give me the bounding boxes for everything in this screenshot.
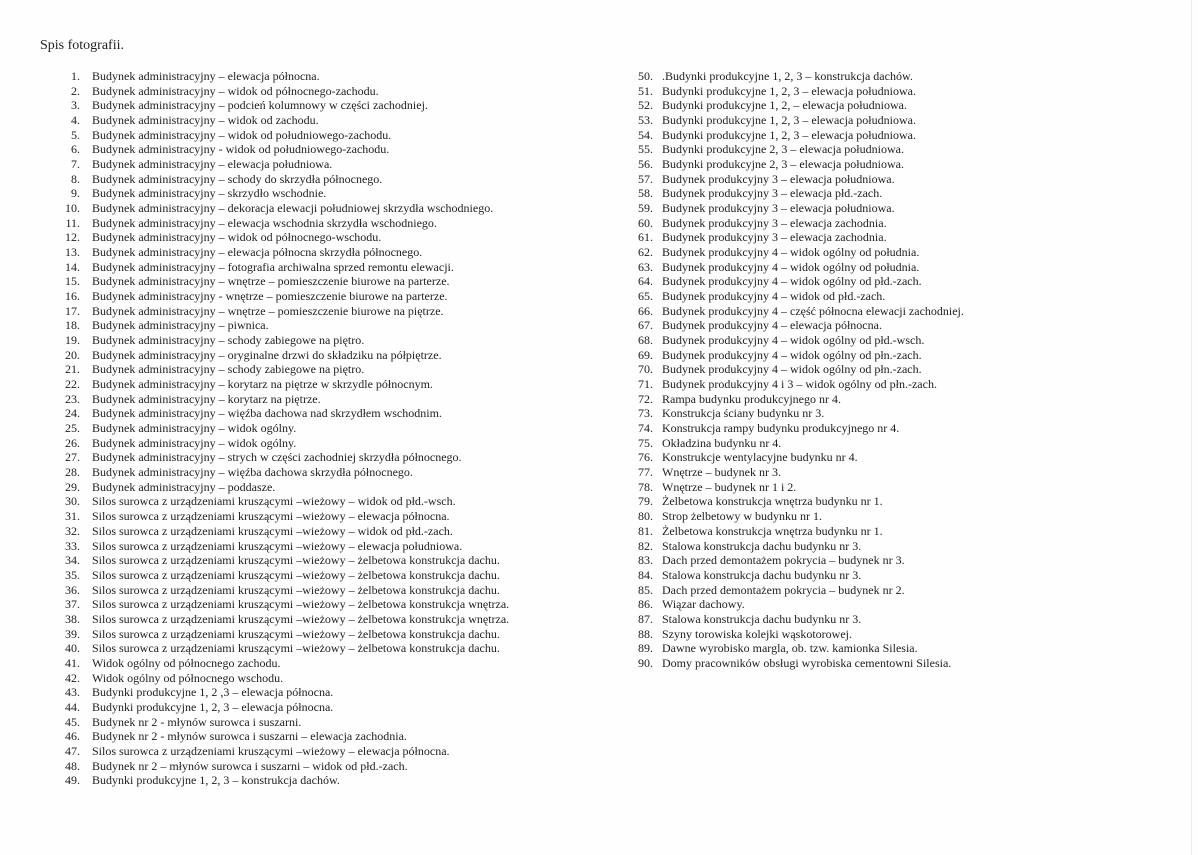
item-number: 62. — [638, 245, 653, 260]
item-caption: Budynki produkcyjne 1, 2, – elewacja południowa. — [662, 98, 907, 113]
item-number: 36. — [65, 582, 80, 597]
item-caption: Budynek administracyjny – strych w części zachodniej skrzydła północnego. — [92, 450, 462, 465]
item-caption: Budynek produkcyjny 4 i 3 – widok ogólny od płn.-zach. — [662, 377, 937, 392]
item-number: 66. — [638, 303, 653, 318]
item-number: 73. — [638, 406, 653, 421]
item-number: 68. — [638, 333, 653, 348]
item-caption: .Budynki produkcyjne 1, 2, 3 – konstrukcja dachów. — [662, 69, 913, 83]
item-caption: Budynek produkcyjny 4 – widok ogólny od płn.-zach. — [662, 347, 922, 362]
item-number: 85. — [638, 582, 653, 597]
item-caption: Budynek administracyjny - widok od południowego-zachodu. — [92, 142, 390, 157]
item-caption: Żelbetowa konstrukcja wnętrza budynku nr 1. — [662, 494, 883, 509]
item-number: 48. — [65, 758, 80, 773]
list-item — [0, 480, 1198, 495]
item-caption: Budynek administracyjny – wnętrze – pomieszczenie biurowe na piętrze. — [92, 303, 444, 318]
item-number: 53. — [638, 113, 653, 128]
item-caption: Stalowa konstrukcja dachu budynku nr 3. — [662, 611, 862, 626]
item-caption: Dawne wyrobisko margla, ob. tzw. kamionka Silesia. — [662, 641, 918, 656]
item-number: 52. — [638, 98, 653, 113]
item-caption: Budynki produkcyjne 1, 2, 3 – konstrukcja dachów. — [92, 773, 340, 788]
item-caption: Strop żelbetowy w budynku nr 1. — [662, 509, 822, 524]
item-caption: Silos surowca z urządzeniami kruszącymi –wieżowy – żelbetowa konstrukcja dachu. — [92, 641, 500, 656]
item-caption: Budynek administracyjny – podcień kolumnowy w części zachodniej. — [92, 98, 428, 113]
list-item — [0, 656, 1198, 671]
item-number: 32. — [65, 523, 80, 538]
item-caption: Budynki produkcyjne 1, 2, 3 – elewacja południowa. — [662, 113, 916, 128]
list-item — [0, 450, 1198, 465]
list-item — [0, 245, 1198, 260]
item-caption: Budynek produkcyjny 4 – widok od płd.-zach. — [662, 289, 886, 304]
list-item — [0, 436, 1198, 451]
item-caption: Budynek administracyjny – fotografia archiwalna sprzed remontu elewacji. — [92, 259, 454, 274]
list-item — [0, 612, 1198, 627]
item-caption: Stalowa konstrukcja dachu budynku nr 3. — [662, 538, 862, 553]
item-number: 13. — [65, 245, 80, 260]
item-number: 56. — [638, 157, 653, 172]
item-caption: Budynek administracyjny – korytarz na piętrze w skrzydle północnym. — [92, 377, 433, 392]
item-number: 4. — [71, 113, 80, 128]
item-caption: Budynki produkcyjne 1, 2, 3 – elewacja północna. — [92, 699, 334, 714]
item-number: 47. — [65, 743, 80, 758]
item-number: 89. — [638, 641, 653, 656]
item-caption: Budynek administracyjny – elewacja północna skrzydła północnego. — [92, 245, 423, 260]
item-caption: Okładzina budynku nr 4. — [662, 435, 782, 450]
item-number: 33. — [65, 538, 80, 553]
item-number: 57. — [638, 171, 653, 186]
list-item — [0, 230, 1198, 245]
item-caption: Budynek administracyjny – więźba dachowa nad skrzydłem wschodnim. — [92, 406, 442, 421]
item-caption: Budynek administracyjny – elewacja wschodnia skrzydła wschodniego. — [92, 215, 437, 230]
item-number: 72. — [638, 391, 653, 406]
item-number: 43. — [65, 685, 80, 700]
item-number: 20. — [65, 347, 80, 362]
item-number: 31. — [65, 509, 80, 524]
item-number: 23. — [65, 391, 80, 406]
list-item — [0, 773, 1198, 788]
list-item — [0, 201, 1198, 216]
item-number: 87. — [638, 611, 653, 626]
list-item — [0, 553, 1198, 568]
item-caption: Silos surowca z urządzeniami kruszącymi –wieżowy – żelbetowa konstrukcja dachu. — [92, 553, 500, 568]
item-number: 71. — [638, 377, 653, 392]
item-caption: Konstrukcja rampy budynku produkcyjnego nr 4. — [662, 421, 900, 436]
item-number: 6. — [71, 142, 80, 157]
list-item — [0, 289, 1198, 304]
item-caption: Silos surowca z urządzeniami kruszącymi –wieżowy – żelbetowa konstrukcja wnętrza. — [92, 611, 510, 626]
list-item — [0, 333, 1198, 348]
item-number: 84. — [638, 567, 653, 582]
item-caption: Budynek produkcyjny 4 – widok ogólny od południa. — [662, 245, 920, 260]
item-number: 2. — [71, 83, 80, 98]
item-caption: Rampa budynku produkcyjnego nr 4. — [662, 391, 841, 406]
list-item — [0, 186, 1198, 201]
item-number: 34. — [65, 553, 80, 568]
list-item — [0, 539, 1198, 554]
item-caption: Budynek administracyjny – oryginalne drzwi do składziku na półpiętrze. — [92, 347, 442, 362]
item-caption: Budynek administracyjny – dekoracja elewacji południowej skrzydła wschodniego. — [92, 201, 494, 216]
list-item — [0, 260, 1198, 275]
item-number: 70. — [638, 362, 653, 377]
item-caption: Silos surowca z urządzeniami kruszącymi –wieżowy – elewacja północna. — [92, 509, 450, 524]
list-item — [0, 304, 1198, 319]
item-number: 38. — [65, 611, 80, 626]
item-number: 45. — [65, 714, 80, 729]
item-number: 15. — [65, 274, 80, 289]
item-number: 35. — [65, 567, 80, 582]
item-caption: Silos surowca z urządzeniami kruszącymi –wieżowy – żelbetowa konstrukcja dachu. — [92, 567, 500, 582]
item-caption: Budynek nr 2 – młynów surowca i suszarni – widok od płd.-zach. — [92, 758, 408, 773]
item-caption: Budynek administracyjny – widok ogólny. — [92, 421, 297, 436]
item-caption: Silos surowca z urządzeniami kruszącymi –wieżowy – żelbetowa konstrukcja wnętrza. — [92, 597, 510, 612]
item-number: 79. — [638, 494, 653, 509]
item-number: 9. — [71, 186, 80, 201]
item-number: 22. — [65, 377, 80, 392]
item-number: 44. — [65, 699, 80, 714]
item-caption: Budynek administracyjny – skrzydło wschodnie. — [92, 186, 327, 201]
list-item — [0, 142, 1198, 157]
item-number: 26. — [65, 435, 80, 450]
item-number: 25. — [65, 421, 80, 436]
item-number: 37. — [65, 597, 80, 612]
item-number: 27. — [65, 450, 80, 465]
list-item — [0, 715, 1198, 730]
item-caption: Budynek administracyjny - wnętrze – pomieszczenie biurowe na parterze. — [92, 289, 448, 304]
list-item — [0, 627, 1198, 642]
list-item — [0, 84, 1198, 99]
item-number: 46. — [65, 729, 80, 744]
item-caption: Budynek produkcyjny 3 – elewacja południowa. — [662, 171, 895, 186]
item-number: 28. — [65, 465, 80, 480]
list-item — [0, 641, 1198, 656]
list-item — [0, 494, 1198, 509]
item-number: 86. — [638, 597, 653, 612]
item-caption: Budynek administracyjny – piwnica. — [92, 318, 269, 333]
item-caption: Budynek administracyjny – widok od północnego-wschodu. — [92, 230, 382, 245]
item-number: 65. — [638, 289, 653, 304]
list-item — [0, 744, 1198, 759]
item-caption: Budynek administracyjny – poddasze. — [92, 479, 276, 494]
item-number: 78. — [638, 479, 653, 494]
item-caption: Silos surowca z urządzeniami kruszącymi –wieżowy – żelbetowa konstrukcja dachu. — [92, 582, 500, 597]
list-item — [0, 465, 1198, 480]
item-caption: Budynek produkcyjny 3 – elewacja południowa. — [662, 201, 895, 216]
item-number: 17. — [65, 303, 80, 318]
list-item — [0, 583, 1198, 598]
list-item — [0, 597, 1198, 612]
item-number: 24. — [65, 406, 80, 421]
list-item — [0, 348, 1198, 363]
item-number: 29. — [65, 479, 80, 494]
list-item — [0, 421, 1198, 436]
photo-list-right-column — [0, 69, 1198, 671]
item-number: 10. — [65, 201, 80, 216]
list-item — [0, 113, 1198, 128]
list-item — [0, 700, 1198, 715]
item-number: 80. — [638, 509, 653, 524]
item-number: 8. — [71, 171, 80, 186]
item-number: 51. — [638, 83, 653, 98]
item-caption: Budynek administracyjny – schody zabiegowe na piętro. — [92, 362, 365, 377]
item-number: 11. — [65, 215, 80, 230]
item-caption: Budynki produkcyjne 2, 3 – elewacja południowa. — [662, 157, 904, 172]
item-number: 39. — [65, 626, 80, 641]
item-number: 90. — [638, 655, 653, 670]
item-number: 64. — [638, 274, 653, 289]
item-caption: Widok ogólny od północnego zachodu. — [92, 655, 281, 670]
item-number: 59. — [638, 201, 653, 216]
item-number: 74. — [638, 421, 653, 436]
item-caption: Szyny torowiska kolejki wąskotorowej. — [662, 626, 852, 641]
item-caption: Budynek nr 2 - młynów surowca i suszarni – elewacja zachodnia. — [92, 729, 407, 744]
item-number: 75. — [638, 435, 653, 450]
item-number: 19. — [65, 333, 80, 348]
item-number: 67. — [638, 318, 653, 333]
item-caption: Budynek produkcyjny 3 – elewacja zachodnia. — [662, 215, 887, 230]
item-caption: Budynki produkcyjne 1, 2, 3 – elewacja południowa. — [662, 83, 916, 98]
item-caption: Budynki produkcyjne 1, 2, 3 – elewacja południowa. — [662, 127, 916, 142]
page-title: Spis fotografii. — [40, 38, 124, 53]
item-number: 14. — [65, 259, 80, 274]
item-caption: Silos surowca z urządzeniami kruszącymi –wieżowy – żelbetowa konstrukcja dachu. — [92, 626, 500, 641]
item-number: 1. — [71, 69, 80, 83]
item-caption: Budynek produkcyjny 4 – część północna elewacji zachodniej. — [662, 303, 964, 318]
list-item — [0, 524, 1198, 539]
item-number: 7. — [71, 157, 80, 172]
item-caption: Budynek administracyjny – korytarz na piętrze. — [92, 391, 321, 406]
item-number: 88. — [638, 626, 653, 641]
item-number: 50. — [638, 69, 653, 83]
item-number: 18. — [65, 318, 80, 333]
item-caption: Wiązar dachowy. — [662, 597, 745, 612]
list-item — [0, 318, 1198, 333]
item-caption: Budynek administracyjny – widok od zachodu. — [92, 113, 319, 128]
item-number: 12. — [65, 230, 80, 245]
list-item — [0, 98, 1198, 113]
item-caption: Domy pracowników obsługi wyrobiska cementowni Silesia. — [662, 655, 952, 670]
list-item — [0, 216, 1198, 231]
item-caption: Stalowa konstrukcja dachu budynku nr 3. — [662, 567, 862, 582]
item-caption: Konstrukcja ściany budynku nr 3. — [662, 406, 825, 421]
item-number: 58. — [638, 186, 653, 201]
item-number: 54. — [638, 127, 653, 142]
item-caption: Silos surowca z urządzeniami kruszącymi –wieżowy – elewacja północna. — [92, 743, 450, 758]
item-caption: Budynek produkcyjny 4 – widok ogólny od płd.-zach. — [662, 274, 922, 289]
item-caption: Wnętrze – budynek nr 1 i 2. — [662, 479, 797, 494]
list-item — [0, 671, 1198, 686]
item-caption: Budynek administracyjny – elewacja południowa. — [92, 157, 333, 172]
item-number: 42. — [65, 670, 80, 685]
item-number: 3. — [71, 98, 80, 113]
item-caption: Budynek administracyjny – widok od północnego-zachodu. — [92, 83, 379, 98]
item-caption: Żelbetowa konstrukcja wnętrza budynku nr 1. — [662, 523, 883, 538]
item-caption: Silos surowca z urządzeniami kruszącymi –wieżowy – widok od płd.-zach. — [92, 523, 453, 538]
item-caption: Wnętrze – budynek nr 3. — [662, 465, 781, 480]
item-caption: Budynek administracyjny – widok od południowego-zachodu. — [92, 127, 392, 142]
list-item — [0, 157, 1198, 172]
item-number: 82. — [638, 538, 653, 553]
list-item — [0, 274, 1198, 289]
item-number: 81. — [638, 523, 653, 538]
item-number: 41. — [65, 655, 80, 670]
item-caption: Dach przed demontażem pokrycia – budynek nr 2. — [662, 582, 905, 597]
item-caption: Budynek produkcyjny 4 – widok ogólny od południa. — [662, 259, 920, 274]
list-item — [0, 509, 1198, 524]
list-item — [0, 729, 1198, 744]
item-caption: Silos surowca z urządzeniami kruszącymi –wieżowy – widok od płd.-wsch. — [92, 494, 456, 509]
item-caption: Dach przed demontażem pokrycia – budynek nr 3. — [662, 553, 905, 568]
list-item — [0, 568, 1198, 583]
item-caption: Budynek produkcyjny 4 – widok ogólny od płn.-zach. — [662, 362, 922, 377]
item-number: 16. — [65, 289, 80, 304]
item-caption: Budynek nr 2 - młynów surowca i suszarni. — [92, 714, 302, 729]
item-caption: Budynek administracyjny – widok ogólny. — [92, 435, 297, 450]
item-number: 49. — [65, 773, 80, 788]
item-caption: Budynek produkcyjny 4 – widok ogólny od płd.-wsch. — [662, 333, 925, 348]
item-number: 60. — [638, 215, 653, 230]
list-item — [0, 392, 1198, 407]
item-number: 40. — [65, 641, 80, 656]
list-item — [0, 69, 1198, 84]
item-number: 61. — [638, 230, 653, 245]
item-caption: Budynek produkcyjny 3 – elewacja płd.-zach. — [662, 186, 883, 201]
list-item — [0, 128, 1198, 143]
item-caption: Budynek administracyjny – więźba dachowa skrzydła północnego. — [92, 465, 413, 480]
item-number: 30. — [65, 494, 80, 509]
item-caption: Budynki produkcyjne 1, 2 ,3 – elewacja północna. — [92, 685, 334, 700]
item-caption: Konstrukcje wentylacyjne budynku nr 4. — [662, 450, 858, 465]
item-caption: Budynek administracyjny – schody do skrzydła północnego. — [92, 171, 383, 186]
list-item — [0, 172, 1198, 187]
item-caption: Budynek administracyjny – schody zabiegowe na piętro. — [92, 333, 365, 348]
item-number: 77. — [638, 465, 653, 480]
list-item — [0, 759, 1198, 774]
list-item — [0, 377, 1198, 392]
item-caption: Budynek produkcyjny 3 – elewacja zachodnia. — [662, 230, 887, 245]
item-caption: Widok ogólny od północnego wschodu. — [92, 670, 284, 685]
item-number: 21. — [65, 362, 80, 377]
list-item — [0, 406, 1198, 421]
list-item — [0, 685, 1198, 700]
item-number: 76. — [638, 450, 653, 465]
item-number: 69. — [638, 347, 653, 362]
item-number: 55. — [638, 142, 653, 157]
item-caption: Silos surowca z urządzeniami kruszącymi –wieżowy – elewacja południowa. — [92, 538, 463, 553]
item-number: 63. — [638, 259, 653, 274]
item-caption: Budynek administracyjny – wnętrze – pomieszczenie biurowe na parterze. — [92, 274, 450, 289]
item-caption: Budynek administracyjny – elewacja północna. — [92, 69, 320, 83]
item-number: 5. — [71, 127, 80, 142]
item-caption: Budynki produkcyjne 2, 3 – elewacja południowa. — [662, 142, 904, 157]
list-item — [0, 362, 1198, 377]
item-caption: Budynek produkcyjny 4 – elewacja północna. — [662, 318, 882, 333]
item-number: 83. — [638, 553, 653, 568]
